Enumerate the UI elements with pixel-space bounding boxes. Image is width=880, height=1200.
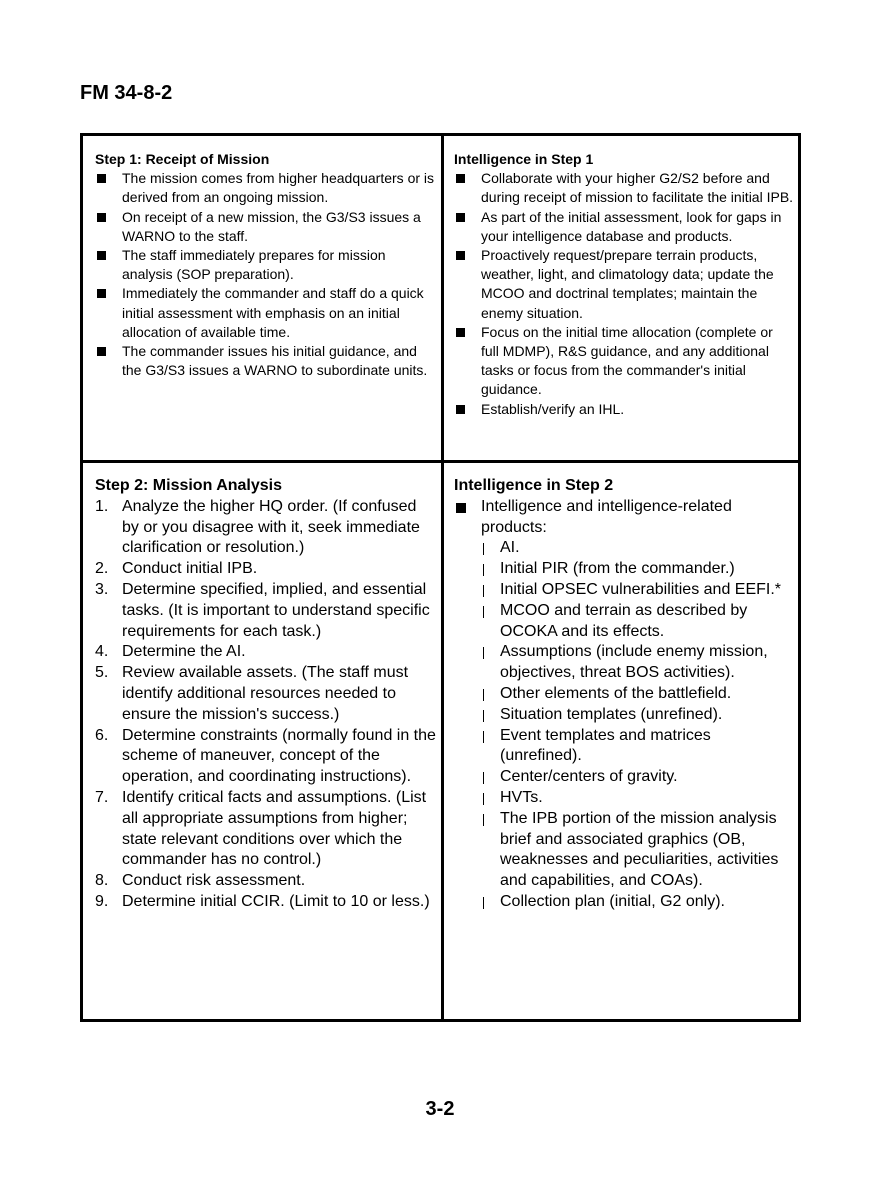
step2-item-number: 3. xyxy=(95,580,109,598)
step1-item: The staff immediately prepares for mission analysis (SOP preparation). xyxy=(95,246,437,284)
step2-item-text: Conduct initial IPB. xyxy=(122,560,258,578)
intel-step2-subitem: Initial PIR (from the commander.) xyxy=(454,559,794,580)
page-number: 3-2 xyxy=(425,1098,455,1120)
step2-item-number: 2. xyxy=(95,560,109,578)
table-vertical-divider xyxy=(441,136,444,1019)
intel-step1-item: Establish/verify an IHL. xyxy=(454,400,794,419)
intel-step2-cell xyxy=(454,476,794,913)
intel-step2-list xyxy=(454,497,794,539)
step2-item-text: Identify critical facts and assumptions. (List all appropriate assumptions from higher; state relevant conditions over which the commander has no control.) xyxy=(122,788,427,869)
step2-item-number: 4. xyxy=(95,643,109,661)
step1-item: On receipt of a new mission, the G3/S3 issues a WARNO to the staff. xyxy=(95,208,437,246)
step2-item xyxy=(95,663,437,725)
step1-title: Step 1: Receipt of Mission xyxy=(95,151,270,167)
intel-step2-subitem: HVTs. xyxy=(454,788,794,809)
step1-list xyxy=(95,169,437,380)
step1-cell xyxy=(95,150,437,380)
intel-step1-item: As part of the initial assessment, look for gaps in your intelligence database and products. xyxy=(454,208,794,246)
mdmp-table xyxy=(80,133,801,1022)
intel-step2-title: Intelligence in Step 2 xyxy=(454,477,614,494)
step2-item-text: Determine specified, implied, and essential tasks. (It is important to understand specific requirements for each task.) xyxy=(122,580,430,640)
step2-list xyxy=(95,497,437,913)
step2-item-number: 8. xyxy=(95,872,109,890)
intel-step2-lead: Intelligence and intelligence-related products: xyxy=(481,497,732,536)
step2-item-text: Determine constraints (normally found in the scheme of maneuver, concept of the operation, and coordinating instructions). xyxy=(122,726,436,786)
step2-item xyxy=(95,497,437,559)
intel-step2-subitem: AI. xyxy=(454,538,794,559)
step2-item-text: Analyze the higher HQ order. (If confused by or you disagree with it, seek immediate clarification or resolution.) xyxy=(122,497,420,557)
step2-item xyxy=(95,892,437,913)
intel-step1-item: Collaborate with your higher G2/S2 before and during receipt of mission to facilitate the initial IPB. xyxy=(454,169,794,207)
intel-step2-subitem: Event templates and matrices (unrefined). xyxy=(454,726,794,768)
step2-title: Step 2: Mission Analysis xyxy=(95,477,283,494)
step2-item xyxy=(95,871,437,892)
table-horizontal-divider xyxy=(83,460,798,463)
step2-item-number: 5. xyxy=(95,664,109,682)
intel-step1-cell xyxy=(454,150,794,419)
step2-item-text: Determine the AI. xyxy=(122,643,246,661)
step2-item xyxy=(95,726,437,788)
step2-item-number: 9. xyxy=(95,892,109,910)
step2-item xyxy=(95,642,437,663)
step2-item-text: Conduct risk assessment. xyxy=(122,872,306,890)
intel-step2-subitem: MCOO and terrain as described by OCOKA and its effects. xyxy=(454,601,794,643)
step2-item-number: 1. xyxy=(95,497,109,515)
step2-item-number: 6. xyxy=(95,726,109,744)
step1-item: The mission comes from higher headquarters or is derived from an ongoing mission. xyxy=(95,169,437,207)
step2-item-number: 7. xyxy=(95,788,109,806)
intel-step2-subitem: Situation templates (unrefined). xyxy=(454,705,794,726)
step2-item xyxy=(95,788,437,871)
intel-step2-subitem: Other elements of the battlefield. xyxy=(454,684,794,705)
intel-step2-subitem: Collection plan (initial, G2 only). xyxy=(454,892,794,913)
step2-cell xyxy=(95,476,437,913)
step1-item: The commander issues his initial guidance, and the G3/S3 issues a WARNO to subordinate units. xyxy=(95,342,437,380)
step2-item-text: Determine initial CCIR. (Limit to 10 or less.) xyxy=(122,892,430,910)
intel-step2-sublist xyxy=(454,538,794,912)
intel-step2-subitem: Initial OPSEC vulnerabilities and EEFI.* xyxy=(454,580,794,601)
intel-step1-title: Intelligence in Step 1 xyxy=(454,151,594,167)
step2-item xyxy=(95,559,437,580)
step2-item xyxy=(95,580,437,642)
intel-step1-list xyxy=(454,169,794,419)
intel-step2-subitem: Center/centers of gravity. xyxy=(454,767,794,788)
step1-item: Immediately the commander and staff do a quick initial assessment with emphasis on an initial allocation of available time. xyxy=(95,284,437,342)
intel-step2-subitem: The IPB portion of the mission analysis brief and associated graphics (OB, weaknesses and peculiarities, activities and capabilities, and COAs). xyxy=(454,809,794,892)
intel-step2-lead-item xyxy=(454,497,794,539)
document-header: FM 34-8-2 xyxy=(80,82,173,104)
step2-item-text: Review available assets. (The staff must identify additional resources needed to ensure the mission's success.) xyxy=(122,664,409,723)
intel-step1-item: Focus on the initial time allocation (complete or full MDMP), R&S guidance, and any additional tasks or focus from the commander's initial guidance. xyxy=(454,323,794,400)
intel-step2-subitem: Assumptions (include enemy mission, objectives, threat BOS activities). xyxy=(454,642,794,684)
intel-step1-item: Proactively request/prepare terrain products, weather, light, and climatology data; update the MCOO and doctrinal templates; maintain the enemy situation. xyxy=(454,246,794,323)
